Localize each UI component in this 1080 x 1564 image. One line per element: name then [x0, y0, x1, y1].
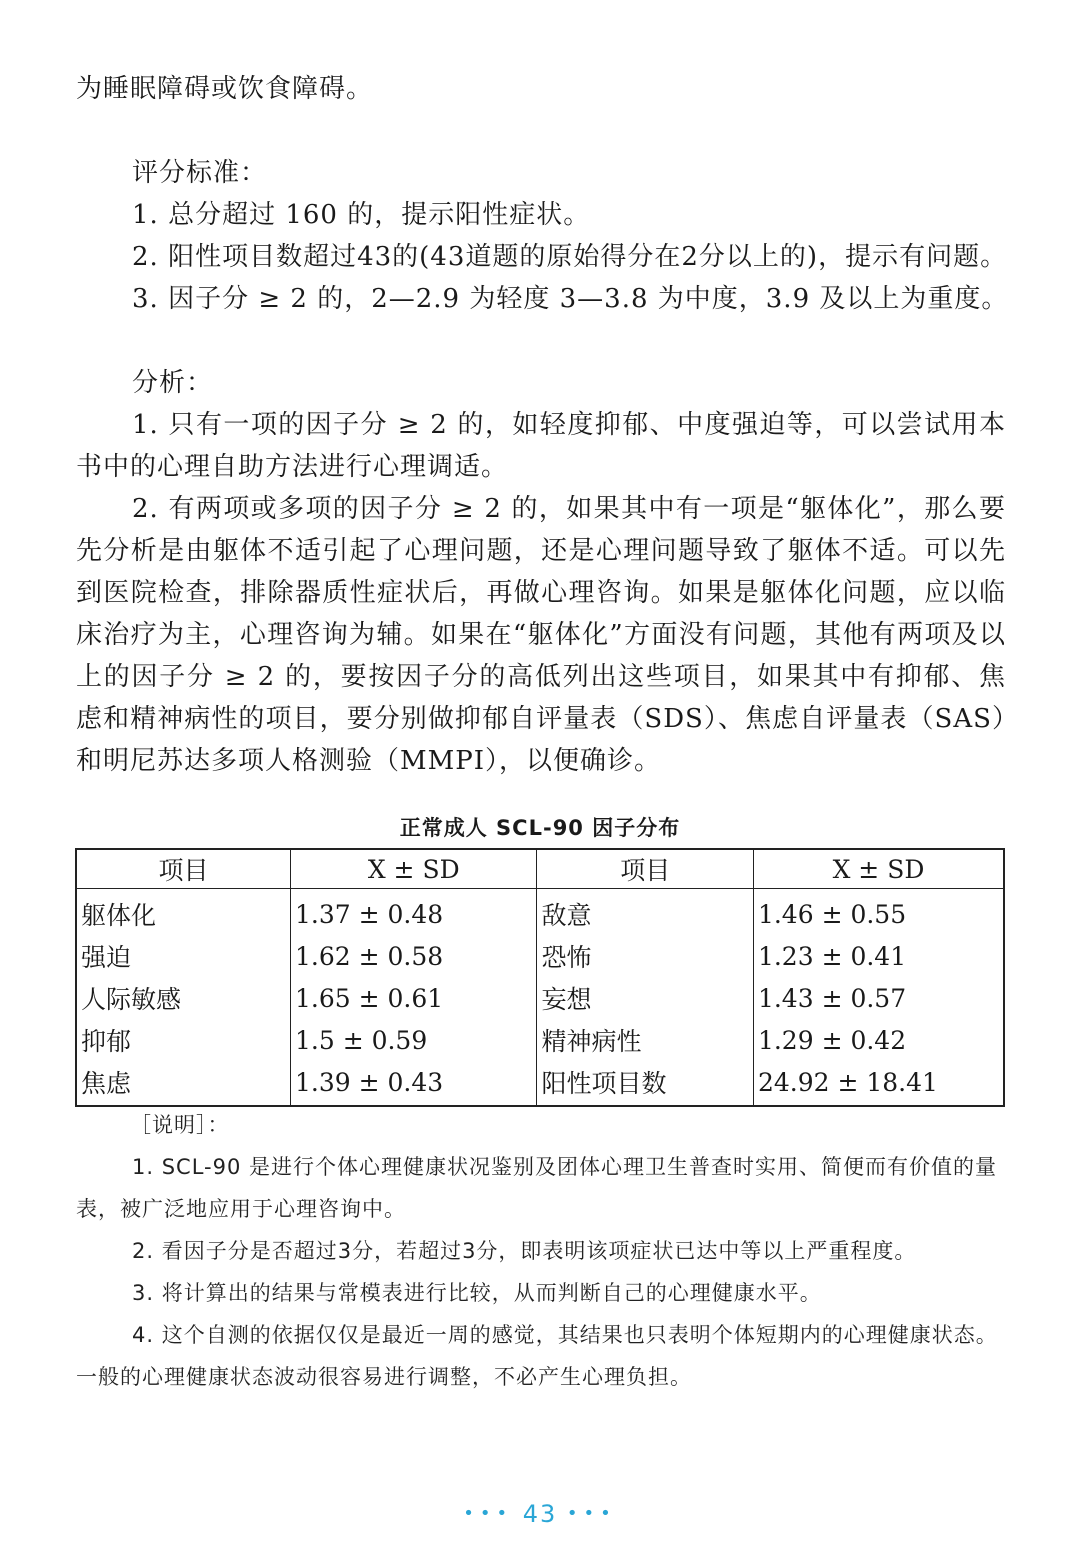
table-header-row: [76, 849, 1004, 889]
factor-name: 强迫: [76, 935, 290, 977]
factor-name: 人际敏感: [76, 977, 290, 1019]
notes-heading: ［说明］：: [130, 1113, 230, 1137]
table-row: [76, 889, 1004, 936]
table-row: [76, 1019, 1004, 1061]
intro-tail-text: 为睡眠障碍或饮食障碍。: [76, 74, 374, 104]
header-mean-sd-right: X ± SD: [753, 849, 1004, 889]
footer-dots-left: •••: [463, 1503, 514, 1524]
scoring-heading: 评分标准：: [132, 158, 268, 188]
factor-value: 1.37 ± 0.48: [290, 889, 536, 936]
factor-name: 妄想: [537, 977, 753, 1019]
scl90-factor-table: [75, 848, 1005, 1107]
factor-name: 恐怖: [537, 935, 753, 977]
scoring-item-1: 1. 总分超过 160 的，提示阳性症状。: [132, 200, 591, 230]
factor-name: 阳性项目数: [537, 1061, 753, 1106]
notes-item-1: 1. SCL-90 是进行个体心理健康状况鉴别及团体心理卫生普查时实用、简便而有价值的量表，被广泛地应用于心理咨询中。: [76, 1155, 998, 1221]
header-item-left: 项目: [76, 849, 290, 889]
table-caption: 正常成人 SCL-90 因子分布: [399, 816, 681, 840]
footer-dots-right: •••: [566, 1503, 617, 1524]
scoring-item-3: 3. 因子分 ≥ 2 的，2—2.9 为轻度 3—3.8 为中度，3.9 及以上为重度。: [132, 284, 1009, 314]
notes-item-4: 4. 这个自测的依据仅仅是最近一周的感觉，其结果也只表明个体短期内的心理健康状态。一般的心理健康状态波动很容易进行调整，不必产生心理负担。: [76, 1323, 998, 1389]
factor-value: 24.92 ± 18.41: [753, 1061, 1004, 1106]
factor-name: 精神病性: [537, 1019, 753, 1061]
factor-value: 1.23 ± 0.41: [753, 935, 1004, 977]
notes-item-3: 3. 将计算出的结果与常模表进行比较，从而判断自己的心理健康水平。: [132, 1281, 822, 1305]
factor-name: 躯体化: [76, 889, 290, 936]
factor-value: 1.43 ± 0.57: [753, 977, 1004, 1019]
scoring-item-2: 2. 阳性项目数超过43的(43道题的原始得分在2分以上的)，提示有问题。: [132, 242, 1008, 272]
factor-name: 抑郁: [76, 1019, 290, 1061]
table-row: [76, 977, 1004, 1019]
factor-name: 敌意: [537, 889, 753, 936]
notes-item-2: 2. 看因子分是否超过3分，若超过3分，即表明该项症状已达中等以上严重程度。: [132, 1239, 917, 1263]
factor-value: 1.29 ± 0.42: [753, 1019, 1004, 1061]
analysis-paragraph-2: 2. 有两项或多项的因子分 ≥ 2 的，如果其中有一项是“躯体化”，那么要先分析是由躯体不适引起了心理问题，还是心理问题导致了躯体不适。可以先到医院检查，排除器质性症状后，再做心理咨询。如果是躯体化问题，应以临床治疗为主，心理咨询为辅。如果在“躯体化”方面没有问题，其他有两项及以上的因子分 ≥ 2 的，要按因子分的高低列出这些项目，如果其中有抑郁、焦虑和精神病性的项目，要分别做抑郁自评量表（SDS）、焦虑自评量表（SAS）和明尼苏达多项人格测验（MMPI），以便确诊。: [76, 494, 1006, 776]
page-number: 43: [522, 1500, 558, 1528]
table-row: [76, 935, 1004, 977]
factor-value: 1.65 ± 0.61: [290, 977, 536, 1019]
factor-value: 1.46 ± 0.55: [753, 889, 1004, 936]
analysis-paragraph-1: 1. 只有一项的因子分 ≥ 2 的，如轻度抑郁、中度强迫等，可以尝试用本书中的心理自助方法进行心理调适。: [76, 410, 1006, 482]
table-row: [76, 1061, 1004, 1106]
header-item-right: 项目: [537, 849, 753, 889]
page-number-footer: [0, 1500, 1080, 1528]
factor-value: 1.39 ± 0.43: [290, 1061, 536, 1106]
factor-value: 1.62 ± 0.58: [290, 935, 536, 977]
factor-name: 焦虑: [76, 1061, 290, 1106]
analysis-heading: 分析：: [132, 368, 214, 398]
header-mean-sd-left: X ± SD: [290, 849, 536, 889]
factor-value: 1.5 ± 0.59: [290, 1019, 536, 1061]
